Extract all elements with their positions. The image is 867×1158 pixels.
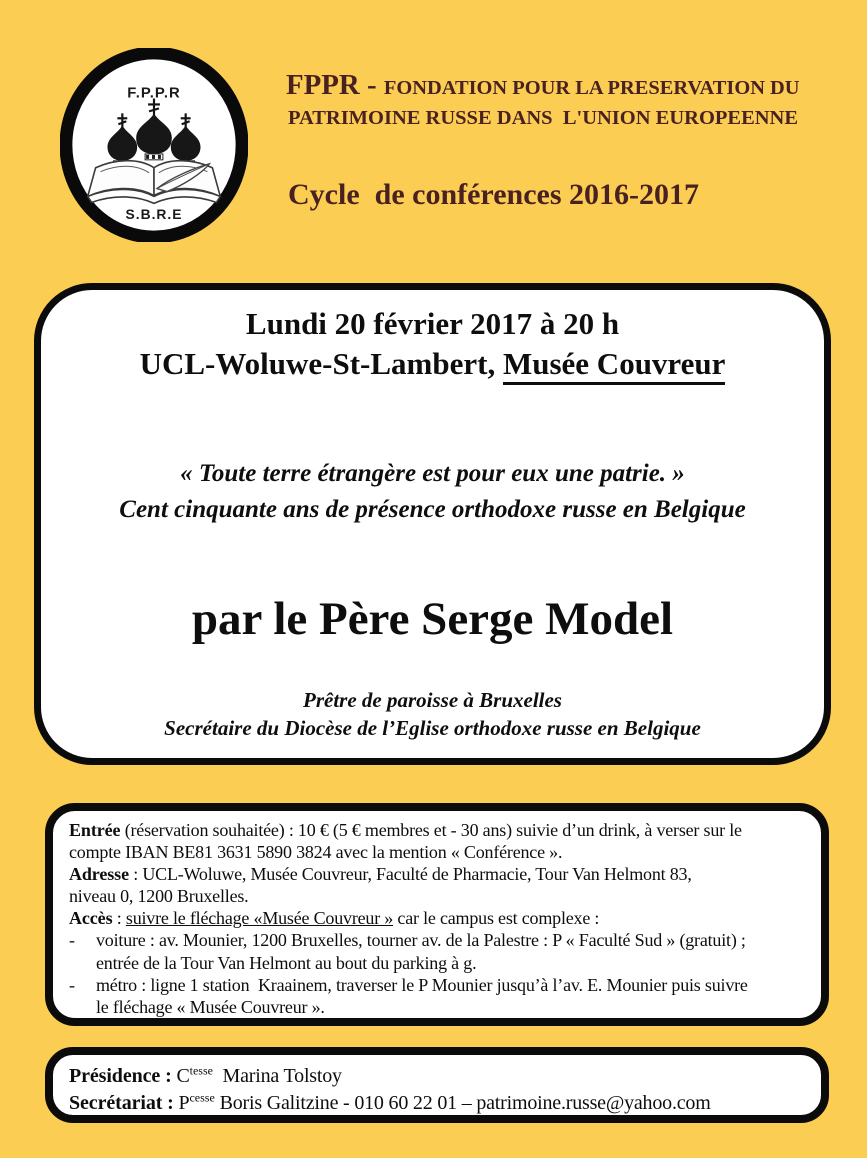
access-metro-line2: le fléchage « Musée Couvreur ».	[96, 996, 325, 1017]
entry-fee-text1: (réservation souhaitée) : 10 € (5 € membres et - 30 ans) suivie d’un drink, à verser sur le	[120, 820, 742, 840]
practical-info-card	[45, 803, 829, 1026]
entry-fee-label: Entrée	[69, 820, 121, 840]
access-metro-text1: métro : ligne 1 station Kraainem, traverser le P Mounier jusqu’à l’av. E. Mounier puis suivre	[96, 974, 748, 995]
org-name-part1: FONDATION POUR LA PRESERVATION DU	[383, 77, 800, 99]
bullet-dash: -	[69, 930, 75, 951]
access-rest: car le campus est complexe :	[393, 908, 600, 929]
address-line2: niveau 0, 1200 Bruxelles.	[69, 886, 249, 907]
fppr-logo-image	[60, 48, 248, 242]
event-datetime: Lundi 20 février 2017 à 20 h	[245, 306, 620, 341]
contact-card	[45, 1047, 829, 1123]
conference-cycle-title: Cycle de conférences 2016-2017	[288, 178, 700, 211]
presidence-title-sup: tesse	[189, 1063, 213, 1078]
address-line1	[69, 863, 805, 885]
fppr-logo	[60, 48, 248, 242]
access-car-line1	[69, 929, 805, 951]
entry-fee-line1	[69, 819, 805, 841]
event-location-prefix: UCL-Woluwe-St-Lambert,	[139, 346, 503, 381]
event-speaker: par le Père Serge Model	[191, 593, 674, 645]
org-name-line1	[286, 68, 798, 105]
org-abbreviation: FPPR -	[286, 69, 384, 101]
secretariat-contact: Boris Galitzine - 010 60 22 01 – patrimoine.russe@yahoo.com	[214, 1092, 711, 1114]
presidence-name: Marina Tolstoy	[212, 1065, 342, 1087]
logo-bottom-text: S.B.R.E	[125, 206, 183, 223]
org-header	[286, 68, 800, 132]
org-name-line2: PATRIMOINE RUSSE DANS L'UNION EUROPEENNE	[287, 107, 799, 129]
logo-top-text: F.P.P.R	[127, 85, 181, 102]
access-separator: :	[112, 908, 126, 929]
speaker-role-2: Secrétaire du Diocèse de l’Eglise orthodoxe russe en Belgique	[164, 716, 701, 740]
event-card	[34, 283, 831, 765]
access-line	[69, 907, 805, 929]
presidence-line	[69, 1063, 805, 1090]
access-label: Accès	[69, 908, 113, 929]
presidence-initial: C	[171, 1065, 190, 1087]
entry-fee-line2: compte IBAN BE81 3631 5890 3824 avec la mention « Conférence ».	[69, 842, 563, 863]
secretariat-label: Secrétariat :	[69, 1092, 174, 1114]
access-car-text1: voiture : av. Mounier, 1200 Bruxelles, tourner av. de la Palestre : P « Faculté Sud » (gratuit) ;	[96, 930, 746, 951]
bullet-dash: -	[69, 974, 75, 995]
address-text1: : UCL-Woluwe, Musée Couvreur, Faculté de Pharmacie, Tour Van Helmont 83,	[128, 864, 692, 885]
access-metro-line1	[69, 974, 805, 996]
event-location	[41, 344, 824, 384]
event-subtitle: Cent cinquante ans de présence orthodoxe russe en Belgique	[119, 496, 746, 523]
event-quote: « Toute terre étrangère est pour eux une patrie. »	[180, 460, 685, 487]
access-car-line2: entrée de la Tour Van Helmont au bout du parking à g.	[96, 952, 477, 973]
secretariat-initial: P	[173, 1092, 190, 1114]
speaker-role-1: Prêtre de paroisse à Bruxelles	[303, 688, 562, 712]
presidence-label: Présidence :	[69, 1065, 172, 1087]
secretariat-title-sup: cesse	[189, 1090, 215, 1105]
event-venue: Musée Couvreur	[503, 346, 725, 385]
address-label: Adresse	[69, 864, 129, 885]
secretariat-line	[69, 1090, 805, 1117]
access-underlined-text: suivre le fléchage «Musée Couvreur »	[125, 908, 394, 929]
